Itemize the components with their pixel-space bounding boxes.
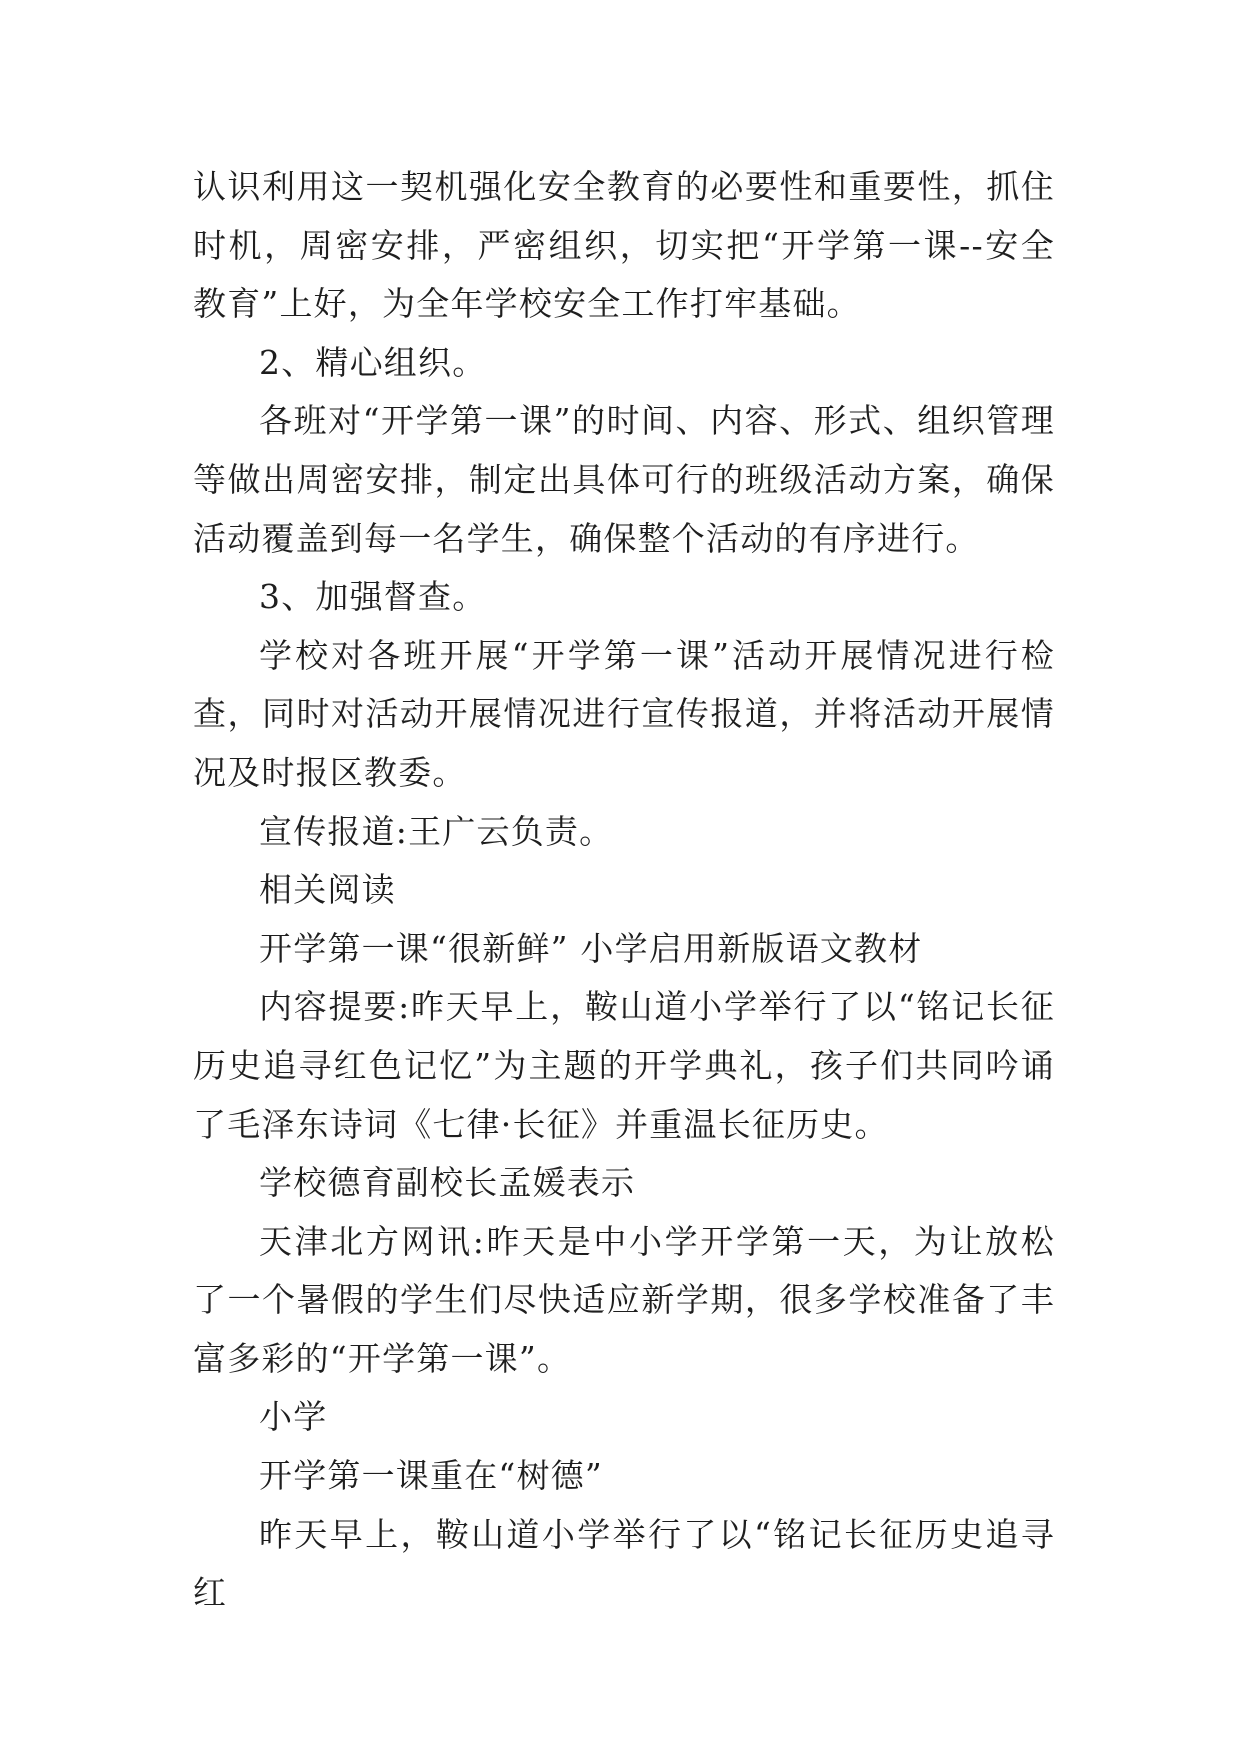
paragraph-4: 3、加强督查。 — [259, 577, 487, 617]
paragraph-13: 开学第一课重在“树德” — [259, 1456, 603, 1496]
paragraph-10: 学校德育副校长孟媛表示 — [259, 1163, 636, 1203]
paragraph-6: 宣传报道:王广云负责。 — [259, 811, 614, 851]
paragraph-7: 相关阅读 — [259, 870, 396, 910]
document-body — [193, 158, 1055, 1623]
paragraph-11: 天津北方网讯:昨天是中小学开学第一天，为让放松了一个暑假的学生们尽快适应新学期，很多学校准备了丰富多彩的“开学第一课”。 — [193, 1221, 1055, 1378]
paragraph-8: 开学第一课“很新鲜” 小学启用新版语文教材 — [259, 928, 923, 968]
paragraph-2: 2、精心组织。 — [259, 342, 487, 382]
paragraph-9: 内容提要:昨天早上，鞍山道小学举行了以“铭记长征历史追寻红色记忆”为主题的开学典礼，孩子们共同吟诵了毛泽东诗词《七律·长征》并重温长征历史。 — [193, 987, 1055, 1144]
paragraph-14: 昨天早上，鞍山道小学举行了以“铭记长征历史追寻红 — [193, 1514, 1055, 1613]
paragraph-3: 各班对“开学第一课”的时间、内容、形式、组织管理等做出周密安排，制定出具体可行的班级活动方案，确保活动覆盖到每一名学生，确保整个活动的有序进行。 — [193, 401, 1055, 558]
paragraph-12: 小学 — [259, 1397, 328, 1437]
paragraph-1: 认识利用这一契机强化安全教育的必要性和重要性，抓住时机，周密安排，严密组织，切实把“开学第一课--安全教育”上好，为全年学校安全工作打牢基础。 — [193, 167, 1055, 324]
paragraph-5: 学校对各班开展“开学第一课”活动开展情况进行检查，同时对活动开展情况进行宣传报道，并将活动开展情况及时报区教委。 — [193, 635, 1055, 792]
